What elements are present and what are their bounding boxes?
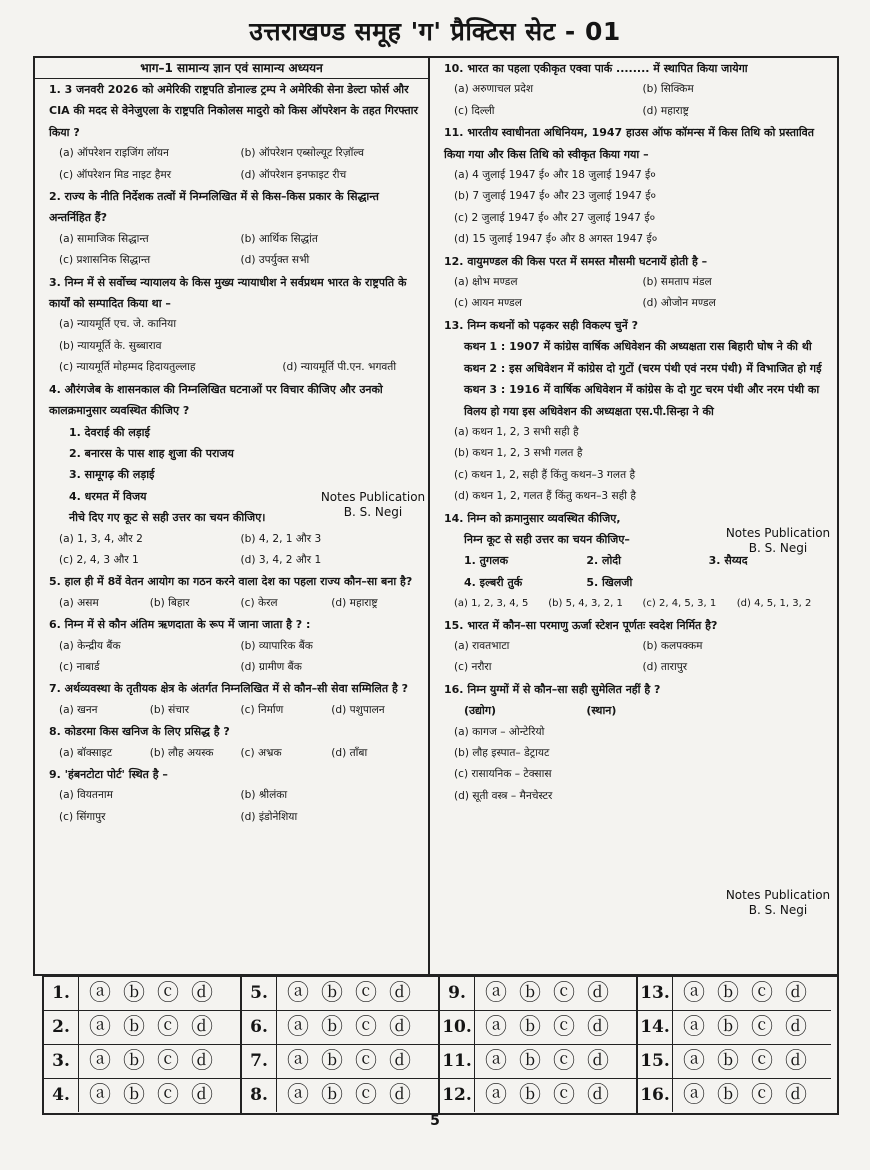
publisher-note-2: [720, 526, 836, 556]
option-d: (d) कथन 1, 2, गलत हैं किंतु कथन–3 सही है: [454, 490, 637, 503]
answer-bubble-a[interactable]: ⓐ: [286, 1048, 309, 1074]
option-a: (a) ऑपरेशन राइजिंग लॉयन: [59, 147, 169, 160]
answer-bubble-b[interactable]: ⓑ: [122, 980, 145, 1006]
question-text: 6. निम्न में से कौन अंतिम ऋणदाता के रूप में जाना जाता है ? :: [49, 618, 311, 632]
question-4: [35, 379, 428, 572]
option-a: (a) बॉक्साइट: [59, 746, 113, 759]
answer-bubble-b[interactable]: ⓑ: [518, 1014, 541, 1040]
answer-bubble-c[interactable]: ⓒ: [552, 1048, 575, 1074]
answer-bubble-a[interactable]: ⓐ: [682, 1014, 705, 1040]
answer-bubble-c[interactable]: ⓒ: [750, 1048, 773, 1074]
question-text: 1. 3 जनवरी 2026 को अमेरिकी राष्ट्रपति डोनाल्ड ट्रम्प ने अमेरिकी सेना डेल्टा फोर्स और CIA की मदद से वेनेजुएला के राष्ट्रपति निकोलस मादुरो को किस ऑपरेशन के तहत गिरफ्तार किया ?: [49, 83, 418, 139]
option-b: (b) लौह इस्पात– डेट्रायट: [454, 747, 550, 759]
answer-row: [44, 1011, 240, 1045]
statement-3: 3. सामूगढ़ की लड़ाई: [69, 468, 155, 482]
answer-bubble-b[interactable]: ⓑ: [716, 1014, 739, 1040]
question-text: 15. भारत में कौन–सा परमाणु ऊर्जा स्टेशन पूर्णतः स्वदेश निर्मित है?: [444, 618, 718, 632]
question-text: 13. निम्न कथनों को पढ़कर सही विकल्प चुनें ?: [444, 318, 638, 332]
answer-block-4: [638, 977, 831, 1113]
answer-row: [440, 1079, 636, 1112]
answer-bubble-c[interactable]: ⓒ: [156, 1082, 179, 1108]
option-c: (c) 2, 4, 5, 3, 1: [642, 598, 717, 610]
option-b: (b) न्यायमूर्ति के. सुब्बाराव: [59, 339, 162, 352]
option-c: (c) अभ्रक: [240, 746, 282, 759]
option-a: (a) न्यायमूर्ति एच. जे. कानिया: [59, 318, 177, 331]
option-b: (b) सिक्किम: [642, 83, 694, 96]
option-a: (a) कागज – ओन्टेरियो: [454, 725, 545, 738]
option-d: (d) ओजोन मण्डल: [642, 297, 716, 310]
statement-1: कथन 1 : 1907 में कांग्रेस वार्षिक अधिवेशन की अध्यक्षता रास बिहारी घोष ने की थी: [464, 340, 812, 354]
answer-bubble-d[interactable]: ⓓ: [190, 1014, 213, 1040]
option-d: (d) उपर्युक्त सभी: [240, 254, 310, 267]
option-d: (d) 4, 5, 1, 3, 2: [736, 598, 812, 610]
answer-bubble-c[interactable]: ⓒ: [552, 1014, 575, 1040]
question-8: [35, 721, 428, 764]
question-text: 16. निम्न युग्मों में से कौन–सा सही सुमेलित नहीं है ?: [444, 682, 661, 696]
question-frame: [33, 56, 839, 976]
publisher-note-1: [317, 490, 429, 520]
publisher-note-3: [720, 888, 836, 918]
option-d: (d) 3, 4, 2 और 1: [240, 553, 322, 566]
answer-bubble-a[interactable]: ⓐ: [88, 1048, 111, 1074]
answer-number: 9.: [440, 977, 475, 1010]
item-3: 3. सैय्यद: [708, 554, 748, 568]
answer-bubble-a[interactable]: ⓐ: [286, 1082, 309, 1108]
option-a: (a) 1, 3, 4, और 2: [59, 532, 143, 545]
answer-number: 13.: [638, 977, 673, 1010]
statement-2: 2. बनारस के पास शाह शुजा की पराजय: [69, 446, 234, 460]
statement-4: 4. धरमत में विजय: [69, 489, 147, 503]
answer-row: [242, 1011, 438, 1045]
author-name: B. S. Negi: [748, 903, 808, 917]
question-15: [430, 615, 837, 679]
question-9: [35, 764, 428, 828]
answer-row: [242, 977, 438, 1011]
answer-bubble-d[interactable]: ⓓ: [784, 1014, 807, 1040]
option-b: (b) बिहार: [149, 596, 190, 609]
option-d: (d) पशुपालन: [331, 703, 385, 716]
answer-bubble-b[interactable]: ⓑ: [518, 1048, 541, 1074]
option-b: (b) व्यापारिक बैंक: [240, 639, 313, 652]
answer-number: 7.: [242, 1045, 277, 1078]
answer-bubble-c[interactable]: ⓒ: [354, 1014, 377, 1040]
answer-bubble-b[interactable]: ⓑ: [320, 980, 343, 1006]
publisher-name: Notes Publication: [320, 490, 426, 504]
option-b: (b) समताप मंडल: [642, 276, 712, 289]
question-2: [35, 186, 428, 272]
option-a: (a) क्षोभ मण्डल: [454, 276, 518, 289]
answer-number: 8.: [242, 1079, 277, 1112]
instruction: नीचे दिए गए कूट से सही उत्तर का चयन कीजिए।: [69, 511, 266, 525]
option-a: (a) अरुणाचल प्रदेश: [454, 83, 534, 96]
answer-bubble-d[interactable]: ⓓ: [586, 1048, 609, 1074]
answer-number: 16.: [638, 1079, 673, 1112]
option-d: (d) सूती वस्त्र – मैनचेस्टर: [454, 789, 553, 802]
answer-number: 11.: [440, 1045, 475, 1078]
question-11: [430, 122, 837, 250]
option-a: (a) असम: [59, 596, 99, 609]
left-column: [35, 58, 430, 974]
option-a: (a) वियतनाम: [59, 789, 113, 802]
option-b: (b) संचार: [149, 703, 190, 716]
publisher-name: Notes Publication: [725, 888, 831, 902]
answer-bubble-c[interactable]: ⓒ: [552, 980, 575, 1006]
option-c: (c) 2 जुलाई 1947 ई० और 27 जुलाई 1947 ई०: [454, 211, 656, 224]
answer-number: 1.: [44, 977, 79, 1010]
option-b: (b) लौह अयस्क: [149, 746, 214, 759]
answer-bubble-b[interactable]: ⓑ: [518, 1082, 541, 1108]
answer-bubble-b[interactable]: ⓑ: [716, 1048, 739, 1074]
option-b: (b) आर्थिक सिद्धांत: [240, 232, 318, 245]
statement-1: 1. देवराई की लड़ाई: [69, 425, 150, 439]
answer-bubble-a[interactable]: ⓐ: [484, 1014, 507, 1040]
answer-bubble-d[interactable]: ⓓ: [190, 1082, 213, 1108]
option-c: (c) रासायनिक – टेक्सास: [454, 768, 552, 781]
option-a: (a) कथन 1, 2, 3 सभी सही है: [454, 425, 579, 438]
answer-bubble-b[interactable]: ⓑ: [122, 1082, 145, 1108]
answer-row: [242, 1079, 438, 1112]
question-3: [35, 272, 428, 379]
question-text: 12. वायुमण्डल की किस परत में समस्त मौसमी घटनायें होती है –: [444, 254, 708, 268]
answer-row: [638, 1011, 831, 1045]
answer-bubble-d[interactable]: ⓓ: [586, 1082, 609, 1108]
answer-bubble-d[interactable]: ⓓ: [388, 1014, 411, 1040]
answer-bubble-b[interactable]: ⓑ: [320, 1048, 343, 1074]
answer-bubble-d[interactable]: ⓓ: [586, 1014, 609, 1040]
page-title: उत्तराखण्ड समूह 'ग' प्रैक्टिस सेट - 01: [249, 17, 621, 46]
question-16: [430, 679, 837, 807]
answer-bubble-d[interactable]: ⓓ: [190, 1048, 213, 1074]
option-d: (d) महाराष्ट्र: [331, 596, 378, 609]
answer-bubble-a[interactable]: ⓐ: [682, 980, 705, 1006]
option-c: (c) नरौरा: [454, 661, 492, 674]
answer-bubble-c[interactable]: ⓒ: [354, 1082, 377, 1108]
answer-bubble-a[interactable]: ⓐ: [286, 1014, 309, 1040]
answer-row: [440, 977, 636, 1011]
option-d: (d) ताँबा: [331, 746, 368, 759]
question-text: 14. निम्न को क्रमानुसार व्यवस्थित कीजिए,: [444, 511, 621, 525]
answer-bubble-d[interactable]: ⓓ: [784, 980, 807, 1006]
answer-number: 15.: [638, 1045, 673, 1078]
option-b: (b) 7 जुलाई 1947 ई० और 23 जुलाई 1947 ई०: [454, 190, 657, 203]
question-10: [430, 58, 837, 122]
option-c: (c) दिल्ली: [454, 104, 495, 117]
answer-bubble-a[interactable]: ⓐ: [484, 1082, 507, 1108]
question-text: 8. कोडरमा किस खनिज के लिए प्रसिद्ध है ?: [49, 725, 230, 739]
option-c: (c) निर्माण: [240, 703, 284, 716]
answer-bubble-b[interactable]: ⓑ: [716, 980, 739, 1006]
answer-bubble-d[interactable]: ⓓ: [388, 1048, 411, 1074]
item-4: 4. इल्बरी तुर्क: [464, 575, 523, 589]
answer-row: [44, 1079, 240, 1112]
option-b: (b) कथन 1, 2, 3 सभी गलत है: [454, 447, 583, 460]
column-head-industry: (उद्योग): [464, 704, 497, 718]
answer-bubble-c[interactable]: ⓒ: [156, 1048, 179, 1074]
option-c: (c) 2, 4, 3 और 1: [59, 553, 139, 566]
statement-3: कथन 3 : 1916 में वार्षिक अधिवेशन में कांग्रेस के दो गुट चरम पंथी और नरम पंथी का विलय हो गया इस अधिवेशन की अध्यक्षता एस.पी.सिन्हा ने की: [464, 383, 820, 418]
answer-bubble-c[interactable]: ⓒ: [156, 980, 179, 1006]
option-c: (c) नाबार्ड: [59, 660, 100, 673]
answer-bubble-a[interactable]: ⓐ: [286, 980, 309, 1006]
option-a: (a) खनन: [59, 703, 98, 716]
question-text: 9. 'हंबनटोटा पोर्ट' स्थित है –: [49, 768, 168, 781]
question-14: [430, 508, 837, 615]
option-c: (c) आयन मण्डल: [454, 297, 522, 310]
answer-number: 3.: [44, 1045, 79, 1078]
answer-bubble-d[interactable]: ⓓ: [784, 1082, 807, 1108]
option-c: (c) सिंगापुर: [59, 810, 106, 823]
question-5: [35, 571, 428, 614]
answer-number: 2.: [44, 1011, 79, 1044]
question-text: 2. राज्य के नीति निर्देशक तत्वों में निम्नलिखित में से किस–किस प्रकार के सिद्धान्त अन्तर्निहित हैं?: [49, 190, 379, 225]
answer-bubble-a[interactable]: ⓐ: [484, 1048, 507, 1074]
answer-bubble-d[interactable]: ⓓ: [784, 1048, 807, 1074]
question-12: [430, 251, 837, 315]
answer-bubble-c[interactable]: ⓒ: [552, 1082, 575, 1108]
answer-block-3: [440, 977, 638, 1113]
option-a: (a) 1, 2, 3, 4, 5: [454, 598, 529, 610]
option-d: (d) इंडोनेशिया: [240, 810, 298, 823]
question-text: 11. भारतीय स्वाधीनता अधिनियम, 1947 हाउस ऑफ कॉमन्स में किस तिथि को प्रस्तावित किया गया और किस तिथि को स्वीकृत किया गया –: [444, 126, 815, 161]
answer-number: 6.: [242, 1011, 277, 1044]
answer-row: [44, 977, 240, 1011]
answer-bubble-d[interactable]: ⓓ: [586, 980, 609, 1006]
option-d: (d) तारापुर: [642, 661, 688, 674]
question-1: [35, 79, 428, 186]
question-text: 7. अर्थव्यवस्था के तृतीयक क्षेत्र के अंतर्गत निम्नलिखित में से कौन–सी सेवा सम्मिलित है ?: [49, 682, 409, 696]
answer-row: [638, 1045, 831, 1079]
option-d: (d) न्यायमूर्ति पी.एन. भगवती: [282, 361, 397, 374]
instruction: निम्न कूट से सही उत्तर का चयन कीजिए–: [464, 532, 630, 546]
question-13: [430, 315, 837, 508]
answer-block-1: [44, 977, 242, 1113]
answer-number: 12.: [440, 1079, 475, 1112]
answer-bubble-a[interactable]: ⓐ: [484, 980, 507, 1006]
option-d: (d) 15 जुलाई 1947 ई० और 8 अगस्त 1947 ई०: [454, 233, 658, 246]
option-a: (a) केन्द्रीय बैंक: [59, 639, 121, 652]
option-c: (c) न्यायमूर्ति मोहम्मद हिदायतुल्लाह: [59, 361, 196, 374]
option-b: (b) 4, 2, 1 और 3: [240, 532, 322, 545]
answer-row: [44, 1045, 240, 1079]
answer-bubble-a[interactable]: ⓐ: [88, 980, 111, 1006]
answer-bubble-c[interactable]: ⓒ: [750, 1014, 773, 1040]
option-c: (c) प्रशासनिक सिद्धान्त: [59, 254, 151, 267]
question-text: 4. औरंगजेब के शासनकाल की निम्नलिखित घटनाओं पर विचार कीजिए और उनको कालक्रमानुसार व्यवस्थित कीजिए ?: [49, 382, 383, 418]
option-a: (a) 4 जुलाई 1947 ई० और 18 जुलाई 1947 ई०: [454, 169, 656, 182]
option-d: (d) ऑपरेशन इनफाइट रीच: [240, 168, 347, 181]
answer-bubble-b[interactable]: ⓑ: [518, 980, 541, 1006]
option-b: (b) 5, 4, 3, 2, 1: [548, 598, 623, 610]
answer-row: [440, 1011, 636, 1045]
answer-bubble-c[interactable]: ⓒ: [750, 980, 773, 1006]
answer-bubble-b[interactable]: ⓑ: [716, 1082, 739, 1108]
answer-row: [638, 977, 831, 1011]
answer-grid: [42, 975, 839, 1115]
question-text: 3. निम्न में से सर्वोच्च न्यायालय के किस मुख्य न्यायाधीश ने सर्वप्रथम भारत के राष्ट्रपति के कार्यों को सम्पादित किया था –: [49, 275, 407, 311]
answer-bubble-c[interactable]: ⓒ: [354, 1048, 377, 1074]
answer-bubble-a[interactable]: ⓐ: [88, 1014, 111, 1040]
option-c: (c) केरल: [240, 596, 278, 609]
question-text: 10. भारत का पहला एकीकृत एक्वा पार्क ........ में स्थापित किया जायेगा: [444, 62, 748, 75]
answer-bubble-d[interactable]: ⓓ: [190, 980, 213, 1006]
answer-number: 10.: [440, 1011, 475, 1044]
question-6: [35, 614, 428, 678]
author-name: B. S. Negi: [343, 505, 403, 519]
option-d: (d) ग्रामीण बैंक: [240, 660, 302, 673]
option-a: (a) रावतभाटा: [454, 639, 510, 652]
option-b: (b) ऑपरेशन एब्सोल्यूट रिज़ॉल्व: [240, 147, 364, 160]
answer-number: 5.: [242, 977, 277, 1010]
item-1: 1. तुगलक: [464, 554, 509, 568]
answer-bubble-c[interactable]: ⓒ: [750, 1082, 773, 1108]
section-heading: भाग–1 सामान्य ज्ञान एवं सामान्य अध्ययन: [35, 58, 428, 79]
option-c: (c) ऑपरेशन मिड नाइट हैमर: [59, 168, 172, 181]
answer-bubble-d[interactable]: ⓓ: [388, 1082, 411, 1108]
author-name: B. S. Negi: [748, 541, 808, 555]
question-7: [35, 678, 428, 721]
answer-bubble-c[interactable]: ⓒ: [354, 980, 377, 1006]
answer-bubble-c[interactable]: ⓒ: [156, 1014, 179, 1040]
answer-bubble-b[interactable]: ⓑ: [122, 1048, 145, 1074]
right-column: [430, 58, 837, 974]
statement-2: कथन 2 : इस अधिवेशन में कांग्रेस दो गुटों (चरम पंथी एवं नरम पंथी) में विभाजित हो गई: [464, 361, 822, 375]
option-d: (d) महाराष्ट्र: [642, 104, 689, 117]
answer-bubble-a[interactable]: ⓐ: [682, 1048, 705, 1074]
answer-row: [440, 1045, 636, 1079]
option-a: (a) सामाजिक सिद्धान्त: [59, 232, 149, 245]
column-head-place: (स्थान): [586, 704, 617, 718]
option-b: (b) श्रीलंका: [240, 789, 288, 802]
answer-number: 14.: [638, 1011, 673, 1044]
item-5: 5. खिलजी: [586, 575, 633, 589]
answer-row: [638, 1079, 831, 1112]
option-b: (b) कलपक्कम: [642, 639, 703, 652]
answer-row: [242, 1045, 438, 1079]
answer-bubble-b[interactable]: ⓑ: [320, 1082, 343, 1108]
option-c: (c) कथन 1, 2, सही हैं किंतु कथन–3 गलत है: [454, 468, 636, 481]
answer-bubble-b[interactable]: ⓑ: [122, 1014, 145, 1040]
question-text: 5. हाल ही में 8वें वेतन आयोग का गठन करने वाला देश का पहला राज्य कौन–सा बना है?: [49, 575, 413, 589]
answer-number: 4.: [44, 1079, 79, 1112]
answer-block-2: [242, 977, 440, 1113]
publisher-name: Notes Publication: [725, 526, 831, 540]
answer-bubble-a[interactable]: ⓐ: [88, 1082, 111, 1108]
answer-bubble-a[interactable]: ⓐ: [682, 1082, 705, 1108]
page-number: 5: [430, 1113, 440, 1129]
item-2: 2. लोदी: [586, 554, 621, 568]
answer-bubble-d[interactable]: ⓓ: [388, 980, 411, 1006]
answer-bubble-b[interactable]: ⓑ: [320, 1014, 343, 1040]
